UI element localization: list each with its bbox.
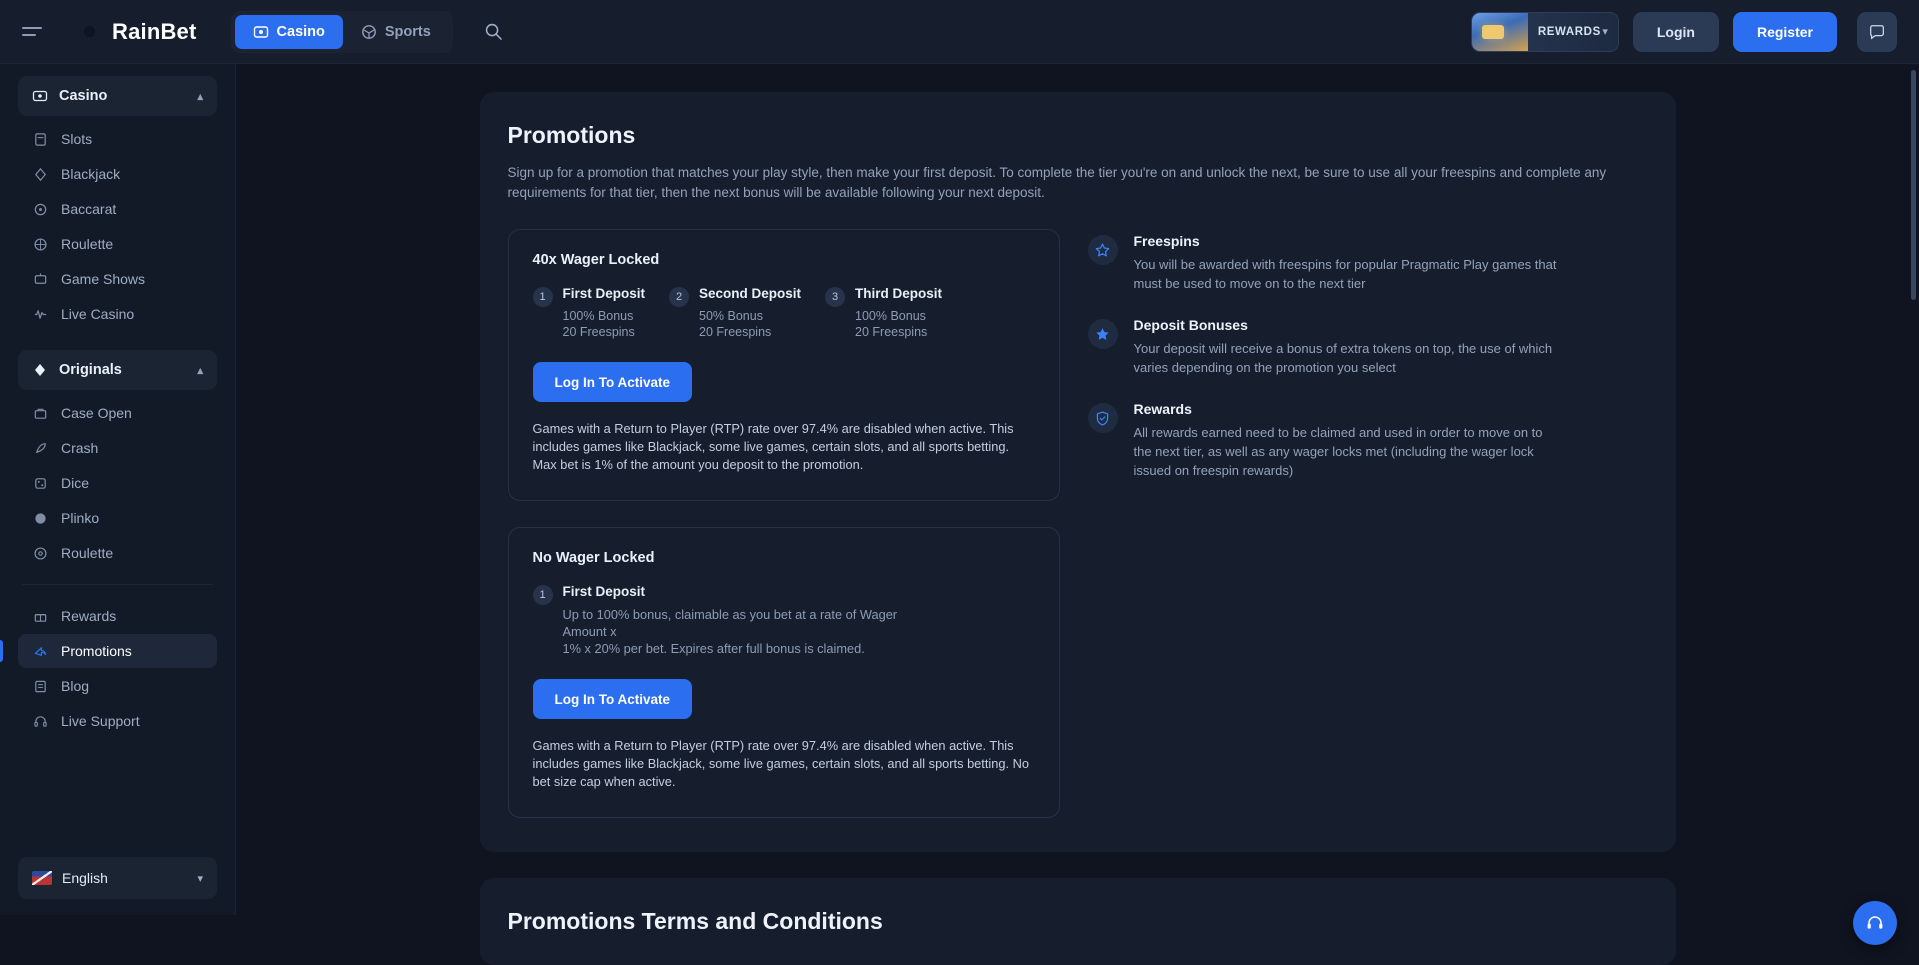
sidebar-item-crash-label: Crash [61, 440, 99, 456]
promo-fine-print: Games with a Return to Player (RTP) rate over 97.4% are disabled when active. This includes games like Blackjack, some live games, certain slots, and all sports betting. Max bet is 1% of the amount you deposit to the promotion. [532, 421, 1014, 472]
feature-deposit-bonuses [1088, 317, 1648, 377]
feature-freespins [1088, 233, 1648, 293]
deposit-tier [533, 286, 646, 340]
chevron-up-icon: ▴ [197, 364, 203, 377]
deposit-tier-bonus: 100% Bonus [562, 309, 634, 323]
promo-card-title: No Wager Locked [532, 550, 655, 566]
live-casino-icon [32, 307, 49, 322]
sidebar-item-promotions[interactable] [18, 634, 217, 668]
sidebar-group-casino[interactable] [18, 76, 217, 116]
sidebar-group-originals[interactable] [18, 350, 217, 390]
top-bar-right [1471, 12, 1897, 52]
deposit-tier-detail-1: Up to 100% bonus, claimable as you bet at a rate of Wager Amount x [562, 607, 898, 639]
deposit-tier-freespins: 20 Freespins [699, 325, 772, 339]
promo-card-title: 40x Wager Locked [532, 252, 660, 268]
rewards-icon [32, 609, 49, 624]
search-icon[interactable] [479, 17, 509, 47]
chevron-up-icon: ▴ [197, 90, 203, 103]
ball-icon [361, 24, 377, 40]
support-icon [32, 714, 49, 729]
deposit-tier [825, 286, 942, 340]
promotions-panel [480, 92, 1676, 852]
language-selector[interactable] [18, 857, 217, 899]
feature-description: Your deposit will receive a bonus of extra tokens on top, the use of which varies depending on the promotion you select [1133, 341, 1553, 375]
chevron-down-icon: ▾ [1602, 26, 1608, 38]
tab-sports-label: Sports [384, 23, 431, 40]
deposit-tier-detail-2: 1% x 20% per bet. Expires after full bonus is claimed. [562, 641, 865, 656]
sidebar-item-plinko-label: Plinko [61, 510, 100, 526]
sidebar-item-case-open-label: Case Open [61, 405, 132, 421]
sidebar-item-roulette-label: Roulette [61, 236, 114, 252]
sidebar-item-rewards-label: Rewards [61, 608, 117, 624]
feature-rewards [1088, 401, 1648, 480]
register-button[interactable]: Register [1733, 12, 1837, 52]
roulette-icon [32, 546, 49, 561]
feature-description: All rewards earned need to be claimed and used in order to move on to the next tier, as well as any wager locks met (including the wager lock issued on freespin rewards) [1133, 425, 1543, 478]
deposit-tier [533, 584, 933, 657]
tab-casino-label: Casino [276, 23, 325, 40]
sidebar-item-blackjack[interactable] [18, 157, 217, 191]
feature-title: Deposit Bonuses [1133, 317, 1248, 333]
sidebar-item-dice-label: Dice [61, 475, 90, 491]
sidebar-group-casino-label: Casino [59, 88, 108, 104]
feature-title: Freespins [1133, 233, 1200, 249]
deposit-tier-freespins: 20 Freespins [562, 325, 635, 339]
log-in-to-activate-button[interactable]: Log In To Activate [533, 362, 693, 402]
page-title: Promotions [507, 122, 636, 148]
blog-icon [32, 679, 49, 694]
sidebar-item-live-support[interactable] [18, 704, 217, 738]
blackjack-icon [32, 167, 49, 182]
deposit-tier-name: Third Deposit [855, 286, 943, 301]
main-content [236, 64, 1919, 934]
hamburger-line [22, 27, 42, 29]
promotions-columns [508, 229, 1648, 818]
sidebar-item-live-support-label: Live Support [61, 713, 140, 729]
page-scrollbar[interactable] [1911, 70, 1916, 300]
menu-toggle-icon[interactable] [22, 19, 48, 45]
casino-chip-icon [253, 24, 269, 40]
game-shows-icon [32, 272, 49, 287]
sidebar-item-game-shows-label: Game Shows [61, 271, 146, 287]
brand-logo-link[interactable] [76, 18, 197, 45]
spacer [18, 332, 217, 350]
login-button[interactable]: Login [1633, 12, 1719, 52]
uk-flag-icon [32, 871, 52, 885]
sidebar-item-roulette-originals[interactable] [18, 536, 217, 570]
sidebar-group-originals-label: Originals [59, 362, 122, 378]
crash-icon [32, 441, 49, 456]
deposit-tier [669, 286, 801, 340]
terms-panel [480, 878, 1676, 965]
rewards-label: REWARDS [1537, 25, 1601, 38]
sidebar-item-baccarat[interactable] [18, 192, 217, 226]
promo-card-no-wager-locked [508, 527, 1060, 818]
terms-title: Promotions Terms and Conditions [507, 908, 883, 934]
sidebar-item-case-open[interactable] [18, 396, 217, 430]
promo-card-40x-wager-locked [508, 229, 1060, 501]
chat-icon[interactable] [1857, 12, 1897, 52]
sidebar-item-crash[interactable] [18, 431, 217, 465]
dice-icon [32, 476, 49, 491]
deposit-tiers [533, 286, 1035, 340]
sidebar-item-blackjack-label: Blackjack [61, 166, 121, 182]
brand-name: RainBet [112, 18, 197, 44]
promotions-features [1088, 229, 1648, 504]
deposit-tier-name: First Deposit [562, 584, 646, 599]
slots-icon [32, 132, 49, 147]
rewards-shield-icon [1088, 403, 1118, 433]
sidebar-item-baccarat-label: Baccarat [61, 201, 117, 217]
sidebar-item-slots-label: Slots [61, 131, 93, 147]
primary-nav-tabs [231, 11, 453, 53]
originals-icon [32, 362, 48, 378]
headset-icon [1865, 913, 1885, 933]
body-wrapper [0, 64, 1919, 934]
sidebar-item-blog-label: Blog [61, 678, 90, 694]
sidebar-item-live-casino[interactable] [18, 297, 217, 331]
deposit-tier-name: First Deposit [562, 286, 646, 301]
deposit-tier-bonus: 50% Bonus [699, 309, 763, 323]
deposit-tiers [533, 584, 1035, 657]
promotions-subtitle: Sign up for a promotion that matches your play style, then make your first deposit. To complete the tier you're on and unlock the next, be sure to use all your freespins and complete any requirements for that tier, then the next bonus will be available following your next deposit. [507, 165, 1607, 200]
rewards-button[interactable] [1471, 12, 1619, 52]
casino-icon [32, 88, 48, 104]
deposit-tier-number: 2 [669, 287, 689, 307]
log-in-to-activate-button[interactable]: Log In To Activate [533, 679, 693, 719]
sidebar-divider [22, 584, 213, 585]
plinko-icon [32, 511, 49, 526]
deposit-tier-number: 3 [825, 287, 845, 307]
language-label: English [62, 870, 108, 886]
hamburger-line [22, 34, 36, 36]
case-open-icon [32, 406, 49, 421]
deposit-tier-number: 1 [533, 585, 553, 605]
deposit-bonus-star-icon [1088, 319, 1118, 349]
baccarat-icon [32, 202, 49, 217]
feature-title: Rewards [1133, 401, 1192, 417]
deposit-tier-number: 1 [533, 287, 553, 307]
feature-description: You will be awarded with freespins for popular Pragmatic Play games that must be used to move on to the next tier [1133, 257, 1557, 291]
sidebar-item-rewards[interactable] [18, 599, 217, 633]
sidebar-item-roulette[interactable] [18, 227, 217, 261]
tab-casino[interactable] [235, 15, 343, 49]
sidebar-item-blog[interactable] [18, 669, 217, 703]
freespins-star-icon [1088, 235, 1118, 265]
rainbet-drop-icon [76, 18, 103, 45]
deposit-tier-name: Second Deposit [699, 286, 802, 301]
sidebar-item-game-shows[interactable] [18, 262, 217, 296]
top-bar [0, 0, 1919, 64]
deposit-tier-bonus: 100% Bonus [855, 309, 926, 323]
sidebar-item-plinko[interactable] [18, 501, 217, 535]
sidebar-item-roulette-originals-label: Roulette [61, 545, 114, 561]
promotions-icon [32, 644, 49, 659]
sidebar-item-live-casino-label: Live Casino [61, 306, 135, 322]
sidebar-item-slots[interactable] [18, 122, 217, 156]
tab-sports[interactable] [343, 15, 449, 49]
support-fab-button[interactable] [1853, 901, 1897, 945]
roulette-icon [32, 237, 49, 252]
promo-fine-print: Games with a Return to Player (RTP) rate over 97.4% are disabled when active. This includes games like Blackjack, some live games, certain slots, and all sports betting. No bet size cap when active. [532, 738, 1029, 789]
chevron-down-icon: ▾ [197, 872, 203, 885]
promotions-cards [508, 229, 1060, 818]
sidebar-scroll [0, 76, 235, 845]
rewards-banner-art [1472, 13, 1528, 51]
sidebar-item-dice[interactable] [18, 466, 217, 500]
deposit-tier-freespins: 20 Freespins [855, 325, 928, 339]
language-bar [0, 845, 235, 915]
sidebar-item-promotions-label: Promotions [61, 643, 132, 659]
sidebar [0, 64, 236, 915]
